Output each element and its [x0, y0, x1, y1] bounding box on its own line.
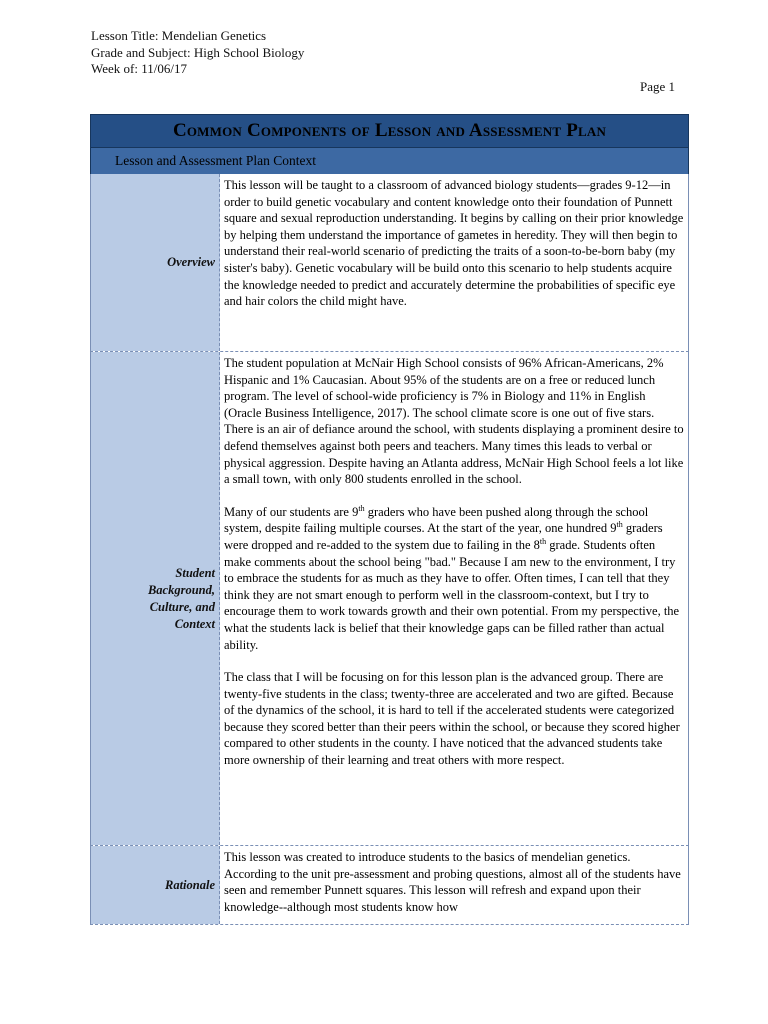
paragraph: The class that I will be focusing on for this lesson plan is the advanced group. There are twenty-five students in the class; twenty-three are accelerated and two are gifted. Because of the dynamics of the school, it is hard to tell if the accelerated students were categorized because they scored better than their peers within the school, or because they scored higher compared to other students in the county. I have noticed that the advanced students take more ownership of their learning and treat others with more respect.	[224, 670, 680, 768]
lesson-plan-table	[90, 114, 689, 925]
table-row-student-background	[90, 351, 689, 845]
paragraph: Many of our students are 9th graders who have been pushed along through the school system, despite failing multiple courses. At the start of the year, one hundred 9th graders were dropped and re-added to the system due to failing in the 8th grade. Students often make comments about the school being "bad." Because I am new to the environment, I try to embrace the students for as much as they have to offer. Often times, I can tell that they think they are not smart enough to perform well in the classroom-context, but I try to encourage them to work towards growth and their own potential. From my perspective, the what the students lack is belief that their knowledge gaps can be filled rather than actual ability.	[224, 503, 680, 652]
page-number: Page 1	[640, 79, 676, 94]
section-heading: Lesson and Assessment Plan Context	[90, 148, 689, 174]
row-label-student-background: Student Background, Culture, and Context	[91, 352, 220, 845]
row-content-overview	[220, 174, 688, 351]
paragraph: This lesson will be taught to a classroom of advanced biology students—grades 9-12—in order to build genetic vocabulary and content knowledge onto their foundation of Punnett square and sexual reproduction understanding. It begins by calling on their prior knowledge by helping them understand the importance of gametes in heredity. They will then begin to understand their real-world scenario of predicting the traits of a soon-to-be-born baby (my sister's baby). Genetic vocabulary will be build onto this scenario to help students acquire the knowledge needed to predict and accurately determine the probabilities of specific eye and hair colors the child might have.	[224, 178, 684, 309]
row-label-overview: Overview	[91, 174, 220, 351]
week-of: Week of: 11/06/17	[91, 61, 187, 76]
paragraph: This lesson was created to introduce students to the basics of mendelian genetics. According to the unit pre-assessment and probing questions, almost all of the students have seen and remember Punnett squares. This lesson will refresh and expand upon their knowledge--although most students know how	[224, 850, 681, 914]
table-row-overview	[90, 174, 689, 351]
grade-subject: Grade and Subject: High School Biology	[91, 44, 305, 60]
row-content-student-background	[220, 352, 688, 845]
paragraph: The student population at McNair High School consists of 96% African-Americans, 2% Hispanic and 1% Caucasian. About 95% of the students are on a free or reduced lunch program. The level of school-wide proficiency is 7% in Biology and 11% in English (Oracle Business Intelligence, 2017). The school climate score is one out of five stars. There is an air of defiance around the school, with students displaying a prominent desire to defend themselves against both peers and teachers. Many times this leads to verbal or physical aggression. Despite having an Atlanta address, McNair High School feels a lot like a small town, with only 800 students enrolled in the school.	[224, 356, 684, 487]
document-header	[91, 28, 304, 78]
row-label-rationale: Rationale	[91, 846, 220, 924]
lesson-title: Lesson Title: Mendelian Genetics	[91, 28, 267, 43]
table-row-rationale	[90, 845, 689, 925]
row-content-rationale	[220, 846, 688, 924]
table-title: Common Components of Lesson and Assessment Plan	[90, 114, 689, 148]
